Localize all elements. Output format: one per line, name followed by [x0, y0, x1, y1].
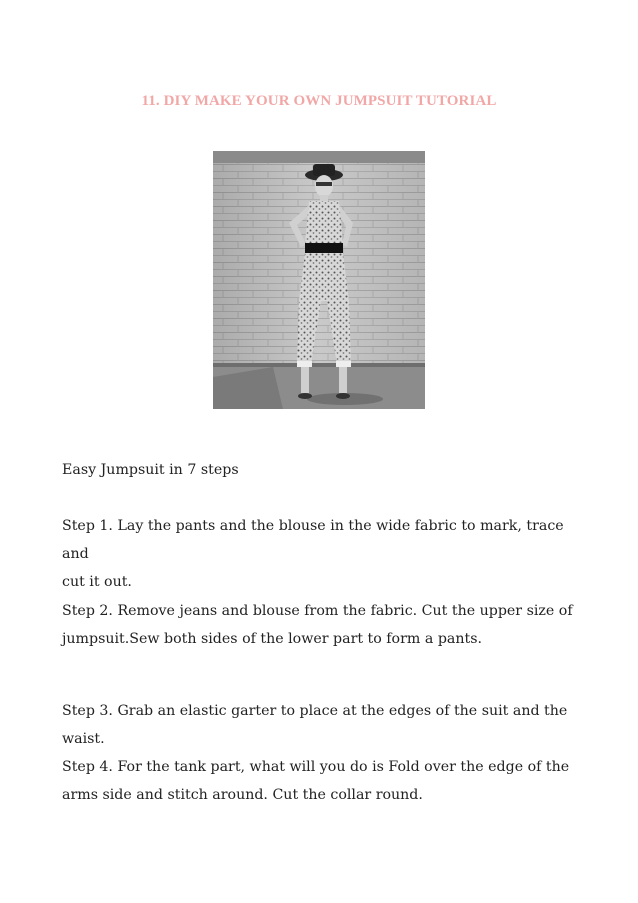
- jumpsuit-photo-image: [213, 151, 425, 409]
- step-4-line-2: arms side and stitch around. Cut the collar round.: [62, 787, 423, 803]
- step-3-paragraph: [62, 697, 592, 753]
- intro-paragraph: [62, 456, 592, 484]
- step-1-line-2: cut it out.: [62, 574, 132, 590]
- step-4-line-1: Step 4. For the tank part, what will you do is Fold over the edge of the: [62, 759, 570, 775]
- step-4-paragraph: [62, 753, 592, 809]
- step-2-line-1: Step 2. Remove jeans and blouse from the fabric. Cut the upper size of: [62, 603, 573, 619]
- step-1-line-1: Step 1. Lay the pants and the blouse in the wide fabric to mark, trace and: [62, 518, 564, 562]
- jumpsuit-photo: [213, 151, 425, 409]
- intro-text: Easy Jumpsuit in 7 steps: [62, 462, 239, 478]
- page-title: 11. DIY MAKE YOUR OWN JUMPSUIT TUTORIAL: [141, 93, 497, 109]
- step-2-line-2: jumpsuit.Sew both sides of the lower part to form a pants.: [62, 631, 482, 647]
- step-3-line-1: Step 3. Grab an elastic garter to place at the edges of the suit and the waist.: [62, 703, 568, 747]
- step-2-paragraph: [62, 597, 592, 653]
- step-1-paragraph: [62, 512, 592, 596]
